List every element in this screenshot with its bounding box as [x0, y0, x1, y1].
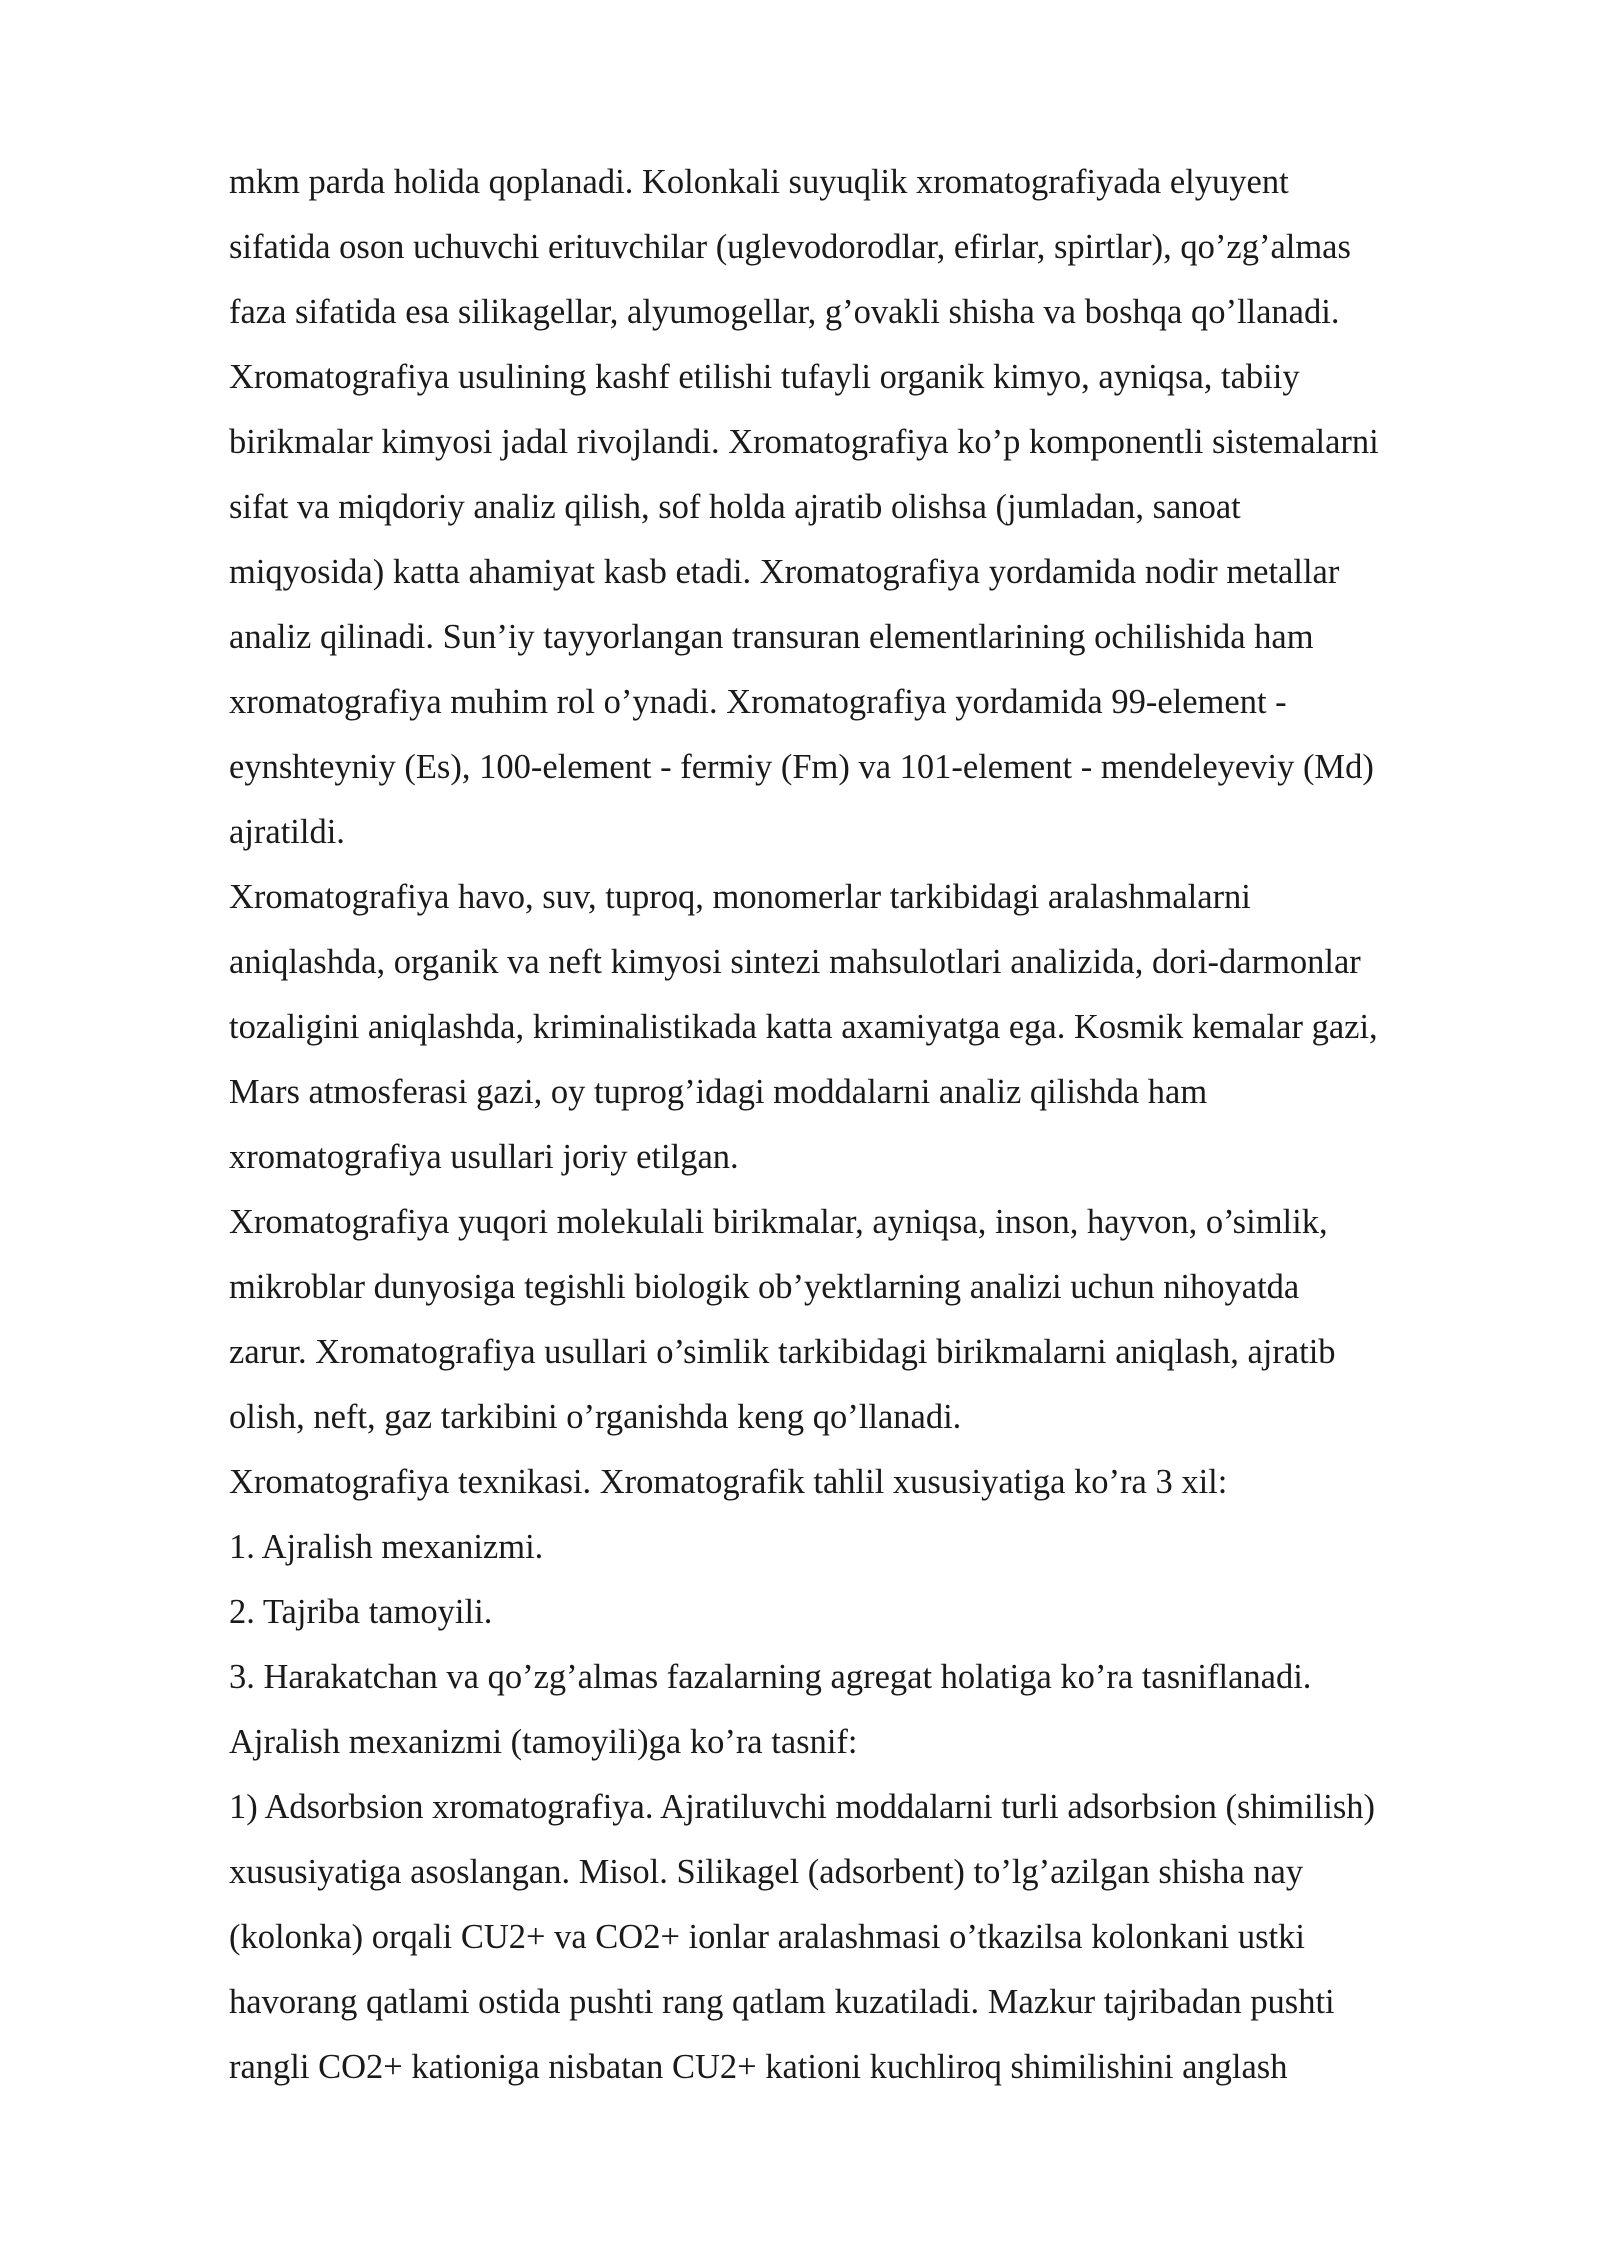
text-line: Xromatografiya usulining kashf etilishi tufayli organik kimyo, ayniqsa, tabiiy: [229, 358, 1300, 396]
text-line: birikmalar kimyosi jadal rivojlandi. Xromatografiya ko’p komponentli sistemalarni: [229, 423, 1379, 461]
text-line: 3. Harakatchan va qo’zg’almas fazalarning agregat holatiga ko’ra tasniflanadi.: [229, 1658, 1312, 1696]
text-line: 1) Adsorbsion xromatografiya. Ajratiluvchi moddalarni turli adsorbsion (shimilish): [229, 1788, 1375, 1826]
text-line: (kolonka) orqali CU2+ va CO2+ ionlar aralashmasi o’tkazilsa kolonkani ustki: [229, 1918, 1305, 1956]
text-line: rangli CO2+ kationiga nisbatan CU2+ kationi kuchliroq shimilishini anglash: [229, 2048, 1288, 2086]
text-line: havorang qatlami ostida pushti rang qatlam kuzatiladi. Mazkur tajribadan pushti: [229, 1983, 1335, 2021]
text-line: mkm parda holida qoplanadi. Kolonkali suyuqlik xromatografiyada elyuyent: [229, 163, 1289, 201]
text-line: xususiyatiga asoslangan. Misol. Silikagel (adsorbent) to’lg’azilgan shisha nay: [229, 1853, 1304, 1891]
text-line: 1. Ajralish mexanizmi.: [229, 1528, 544, 1566]
text-line: xromatografiya usullari joriy etilgan.: [229, 1138, 739, 1176]
text-line: Ajralish mexanizmi (tamoyili)ga ko’ra tasnif:: [229, 1723, 858, 1761]
text-line: xromatografiya muhim rol o’ynadi. Xromatografiya yordamida 99-element -: [229, 683, 1287, 721]
text-line: olish, neft, gaz tarkibini o’rganishda keng qo’llanadi.: [229, 1398, 962, 1436]
text-line: Xromatografiya havo, suv, tuproq, monomerlar tarkibidagi aralashmalarni: [229, 878, 1251, 916]
text-line: analiz qilinadi. Sun’iy tayyorlangan transuran elementlarining ochilishida ham: [229, 618, 1314, 656]
text-line: eynshteyniy (Es), 100-element - fermiy (Fm) va 101-element - mendeleyeviy (Md): [229, 748, 1374, 786]
text-line: 2. Tajriba tamoyili.: [229, 1593, 493, 1631]
text-line: miqyosida) katta ahamiyat kasb etadi. Xromatografiya yordamida nodir metallar: [229, 553, 1340, 591]
text-line: tozaligini aniqlashda, kriminalistikada katta axamiyatga ega. Kosmik kemalar gazi,: [229, 1008, 1378, 1046]
text-line: mikroblar dunyosiga tegishli biologik ob’yektlarning analizi uchun nihoyatda: [229, 1268, 1300, 1306]
text-line: zarur. Xromatografiya usullari o’simlik tarkibidagi birikmalarni aniqlash, ajratib: [229, 1333, 1336, 1371]
body-text: [229, 150, 1519, 2100]
text-line: ajratildi.: [229, 813, 345, 851]
text-line: aniqlashda, organik va neft kimyosi sintezi mahsulotlari analizida, dori-darmonlar: [229, 943, 1361, 981]
text-line: faza sifatida esa silikagellar, alyumogellar, g’ovakli shisha va boshqa qo’llanadi.: [229, 293, 1340, 331]
text-line: Xromatografiya yuqori molekulali birikmalar, ayniqsa, inson, hayvon, o’simlik,: [229, 1203, 1328, 1241]
text-line: Mars atmosferasi gazi, oy tuprog’idagi moddalarni analiz qilishda ham: [229, 1073, 1208, 1111]
text-line: sifatida oson uchuvchi erituvchilar (uglevodorodlar, efirlar, spirtlar), qo’zg’almas: [229, 228, 1351, 266]
text-line: sifat va miqdoriy analiz qilish, sof holda ajratib olishsa (jumladan, sanoat: [229, 488, 1241, 526]
text-line: Xromatografiya texnikasi. Xromatografik tahlil xususiyatiga ko’ra 3 xil:: [229, 1463, 1228, 1501]
